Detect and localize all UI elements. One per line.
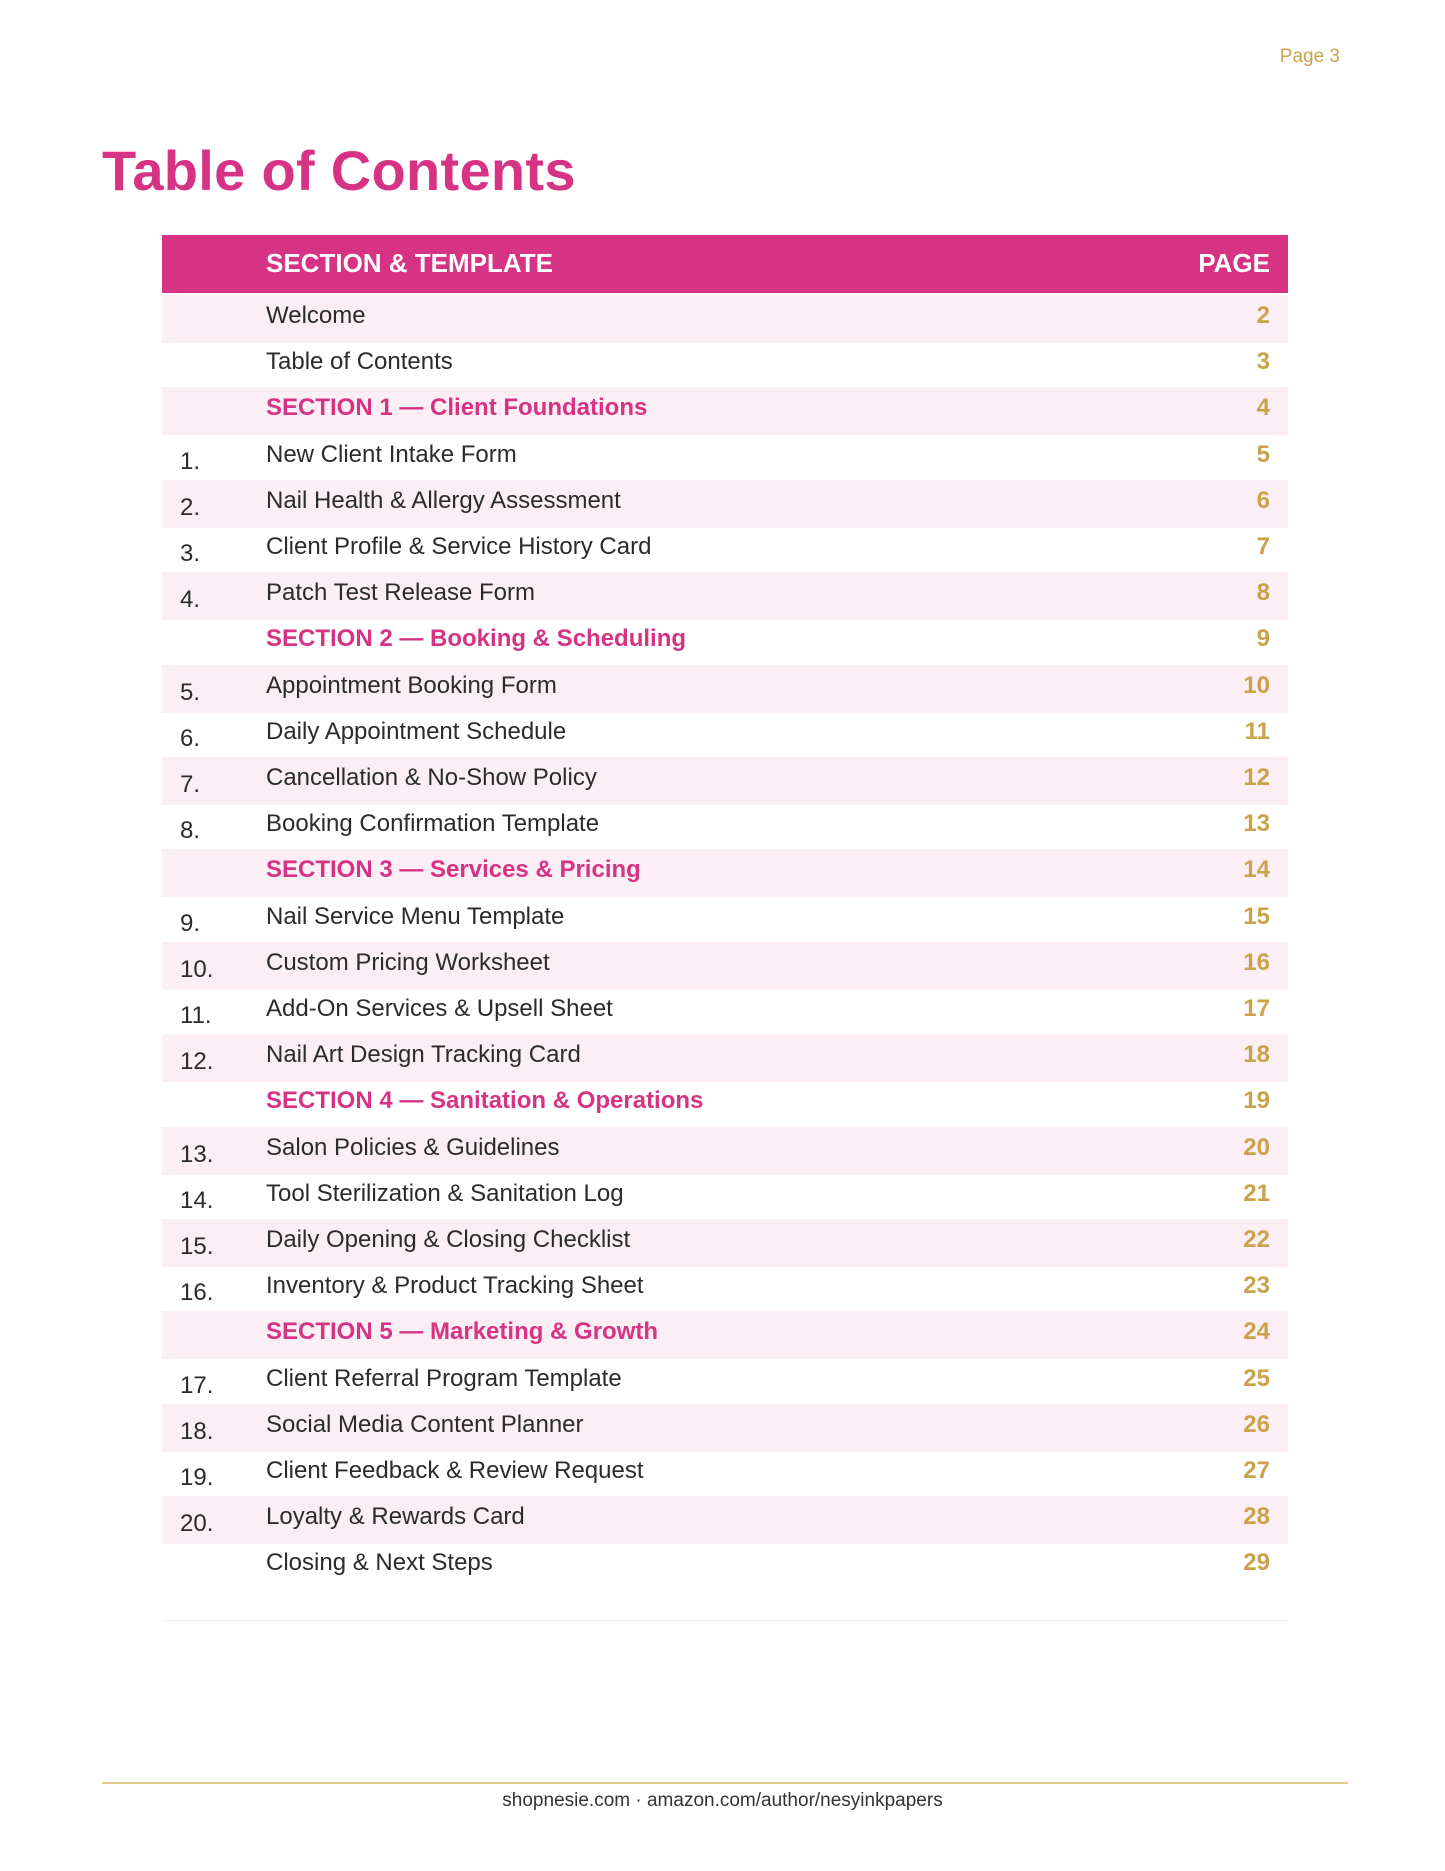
toc-entry-title: Nail Art Design Tracking Card — [266, 1041, 581, 1069]
toc-entry-title: Closing & Next Steps — [266, 1549, 493, 1577]
toc-entry-title: Inventory & Product Tracking Sheet — [266, 1272, 644, 1300]
toc-entry-title: Table of Contents — [266, 348, 453, 376]
toc-entry — [266, 755, 1270, 801]
toc-entry-page: 21 — [1243, 1179, 1270, 1207]
toc-section-heading — [266, 1078, 1270, 1124]
toc-entry — [266, 1494, 1270, 1540]
toc-item-number: 20. — [180, 1510, 214, 1538]
toc-item-number: 3. — [180, 540, 201, 567]
toc-body — [162, 293, 1288, 1583]
toc-entry-page: 26 — [1243, 1410, 1270, 1438]
toc-entry-page: 24 — [1243, 1318, 1270, 1346]
toc-entry-page: 20 — [1243, 1133, 1270, 1161]
toc-item-number: 2. — [180, 493, 201, 521]
toc-entry-title: Nail Health & Allergy Assessment — [266, 486, 621, 514]
toc-entry-page: 27 — [1243, 1457, 1270, 1484]
toc-entry — [266, 1540, 1270, 1586]
toc-entry-page: 3 — [1256, 348, 1270, 376]
toc-item-number: 5. — [180, 678, 201, 706]
toc-item-number: 16. — [180, 1279, 214, 1307]
toc-entry — [266, 1217, 1270, 1263]
toc-entry-title: SECTION 4 — Sanitation & Operations — [266, 1087, 704, 1115]
toc-entry — [266, 940, 1270, 986]
toc-entry — [266, 663, 1270, 709]
toc-entry — [266, 432, 1270, 478]
toc-entry-title: Daily Opening & Closing Checklist — [266, 1226, 631, 1253]
toc-item-number: 14. — [180, 1186, 214, 1214]
toc-entry-page: 16 — [1243, 948, 1270, 976]
toc-entry — [266, 1032, 1270, 1078]
toc-item-number: 6. — [180, 724, 201, 752]
header-section-label: SECTION & TEMPLATE — [266, 248, 553, 278]
toc-entry-title: Loyalty & Rewards Card — [266, 1503, 525, 1531]
toc-entry-page: 29 — [1243, 1549, 1270, 1577]
toc-entry-title: SECTION 2 — Booking & Scheduling — [266, 625, 687, 653]
toc-entry-title: Social Media Content Planner — [266, 1410, 584, 1438]
page-number: Page 3 — [1279, 46, 1340, 67]
toc-entry-page: 7 — [1256, 533, 1270, 560]
toc-entry — [266, 339, 1270, 385]
toc-item-number: 13. — [180, 1140, 214, 1168]
toc-entry — [266, 524, 1270, 570]
toc-entry-title: Daily Appointment Schedule — [266, 717, 567, 745]
toc-entry-title: Tool Sterilization & Sanitation Log — [266, 1179, 624, 1207]
toc-entry-title: Welcome — [266, 302, 366, 329]
toc-section-heading — [266, 1309, 1270, 1355]
toc-entry-page: 4 — [1256, 394, 1270, 422]
toc-item-number: 4. — [180, 586, 201, 614]
toc-entry-title: SECTION 3 — Services & Pricing — [266, 856, 641, 884]
toc-section-heading — [266, 616, 1270, 662]
toc-entry-page: 28 — [1243, 1503, 1270, 1531]
toc-entry-page: 22 — [1243, 1226, 1270, 1253]
footer-divider — [102, 1782, 1348, 1784]
toc-entry-title: Nail Service Menu Template — [266, 902, 565, 930]
toc-entry-page: 18 — [1243, 1041, 1270, 1069]
toc-entry — [266, 1448, 1270, 1494]
toc-section-heading — [266, 847, 1270, 893]
toc-item-number: 1. — [180, 447, 201, 475]
toc-item-number: 17. — [180, 1371, 214, 1399]
header-page-label: PAGE — [1198, 248, 1270, 278]
toc-entry-page: 14 — [1243, 856, 1270, 884]
toc-header-row — [162, 235, 1288, 293]
toc-entry-title: SECTION 1 — Client Foundations — [266, 394, 648, 422]
toc-item-number: 12. — [180, 1048, 214, 1076]
toc-entry-title: Booking Confirmation Template — [266, 810, 600, 838]
toc-entry-page: 19 — [1243, 1087, 1270, 1115]
toc-entry-page: 9 — [1256, 625, 1270, 653]
toc-entry-title: Appointment Booking Form — [266, 671, 557, 699]
toc-item-number: 8. — [180, 817, 201, 845]
toc-item-number: 10. — [180, 955, 214, 983]
toc-entry-page: 25 — [1243, 1364, 1270, 1392]
page-title: Table of Contents — [102, 139, 576, 202]
toc-entry-title: Custom Pricing Worksheet — [266, 948, 550, 976]
toc-entry — [266, 709, 1270, 755]
toc-item-number: 18. — [180, 1417, 214, 1445]
toc-entry — [266, 1263, 1270, 1309]
toc-entry-page: 23 — [1243, 1272, 1270, 1300]
toc-entry-title: Cancellation & No-Show Policy — [266, 764, 597, 791]
toc-entry-title: Client Referral Program Template — [266, 1364, 622, 1392]
toc-item-number: 9. — [180, 909, 201, 937]
toc-entry-title: Patch Test Release Form — [266, 579, 536, 607]
toc-entry-title: Salon Policies & Guidelines — [266, 1133, 560, 1161]
toc-entry-page: 5 — [1256, 440, 1270, 468]
toc-entry — [266, 1125, 1270, 1171]
table-bottom-rule — [162, 1620, 1288, 1621]
toc-entry-title: Client Feedback & Review Request — [266, 1457, 644, 1484]
toc-entry — [266, 570, 1270, 616]
toc-entry — [266, 293, 1270, 339]
toc-entry-title: New Client Intake Form — [266, 440, 517, 468]
toc-entry-page: 13 — [1243, 810, 1270, 838]
toc-item-number: 15. — [180, 1233, 214, 1260]
toc-entry-page: 2 — [1256, 302, 1270, 329]
toc-entry — [266, 1402, 1270, 1448]
toc-entry-page: 11 — [1244, 717, 1270, 745]
toc-entry-page: 8 — [1256, 579, 1270, 607]
toc-section-heading — [266, 385, 1270, 431]
toc-entry — [266, 894, 1270, 940]
toc-item-number: 11. — [180, 1002, 212, 1029]
footer-links: shopnesie.com · amazon.com/author/nesyinkpapers — [502, 1790, 943, 1811]
toc-entry-page: 10 — [1243, 671, 1270, 699]
toc-entry-page: 6 — [1256, 486, 1270, 514]
toc-entry — [266, 801, 1270, 847]
toc-entry-page: 12 — [1243, 764, 1270, 791]
toc-entry-page: 15 — [1243, 902, 1270, 930]
toc-entry — [266, 1171, 1270, 1217]
toc-table — [162, 235, 1288, 1583]
toc-entry — [266, 478, 1270, 524]
toc-entry-title: Client Profile & Service History Card — [266, 533, 652, 560]
toc-entry — [266, 986, 1270, 1032]
toc-entry-title: SECTION 5 — Marketing & Growth — [266, 1318, 659, 1346]
toc-entry-page: 17 — [1243, 995, 1270, 1022]
toc-item-number: 19. — [180, 1464, 214, 1491]
toc-entry-title: Add-On Services & Upsell Sheet — [266, 995, 613, 1022]
toc-item-number: 7. — [180, 771, 201, 798]
toc-entry — [266, 1356, 1270, 1402]
